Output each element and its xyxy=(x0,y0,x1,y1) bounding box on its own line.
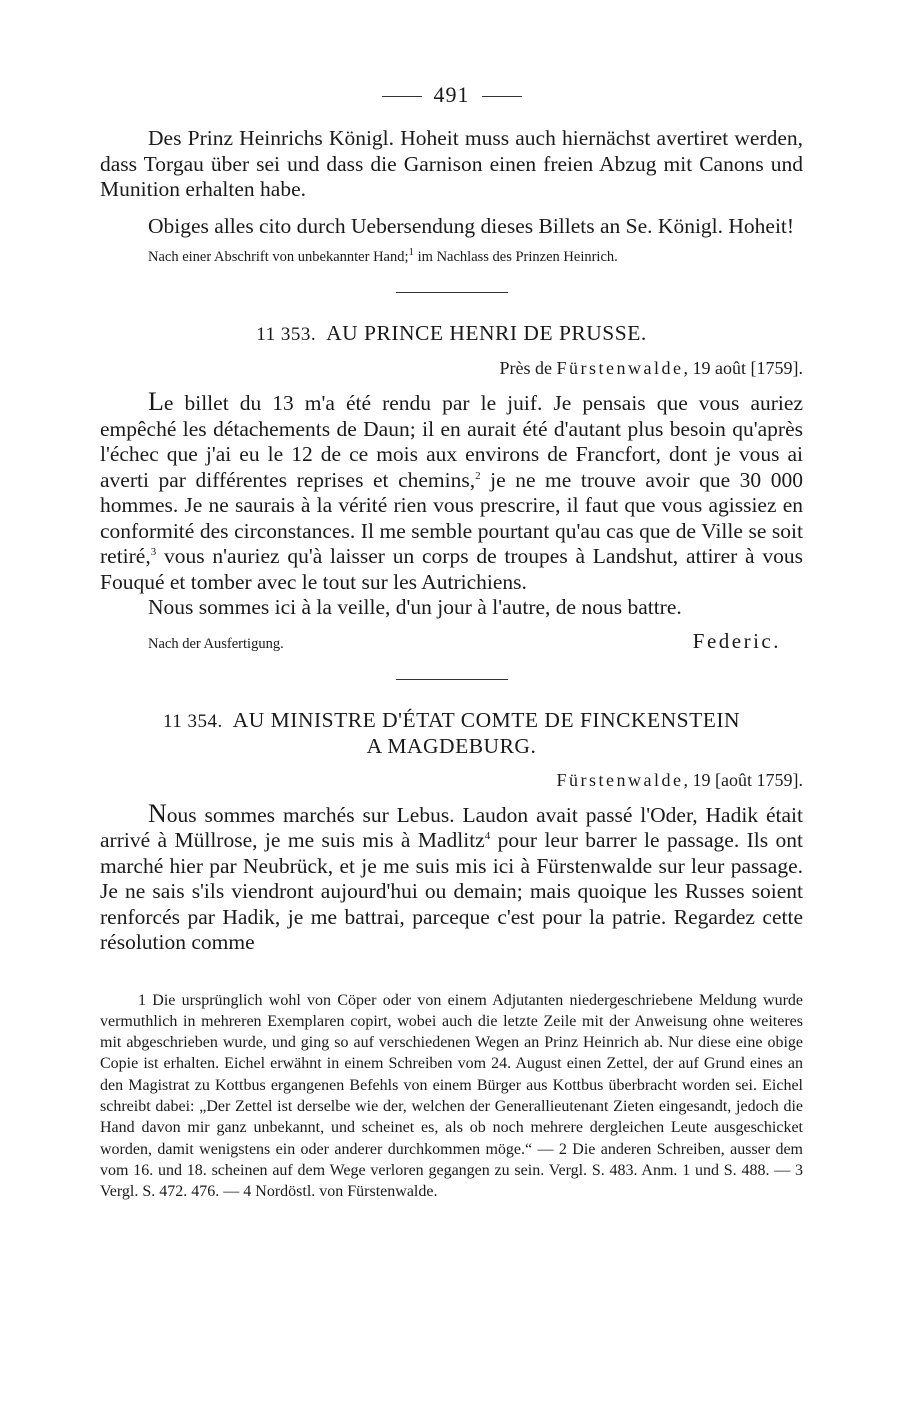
letter-number: 11 353. xyxy=(256,324,317,345)
letter-heading-11353 xyxy=(100,321,803,347)
letter-title-line-2: A MAGDEBURG. xyxy=(366,733,537,758)
page-number-rule-left xyxy=(382,96,422,97)
document-page xyxy=(100,82,803,1202)
source-note: Nach der Ausfertigung. xyxy=(148,635,284,652)
letter-11353-paragraph-2: Nous sommes ici à la veille, d'un jour à l'autre, de nous battre. xyxy=(148,595,682,619)
paragraph-obiges: Obiges alles cito durch Uebersendung dieses Billets an Se. Königl. Hoheit! xyxy=(148,213,795,238)
signature: Federic. xyxy=(692,628,781,653)
footnote-ref-2: 2 xyxy=(475,469,481,482)
paragraph-torgau: Des Prinz Heinrichs Königl. Hoheit muss auch hiernächst avertiret werden, dass Torgau über sei und dass die Garnison einen freien Abzug mit Canons und Munition erhalten habe. xyxy=(100,126,803,201)
letter-heading-11354 xyxy=(100,708,803,759)
letter-place-date-2: Fürstenwalde, 19 [août 1759]. xyxy=(556,769,803,790)
footnotes: 1 Die ursprünglich wohl von Cöper oder von einem Adjutanten niedergeschriebene Meldung wurde vermuthlich in mehreren Exemplaren copirt, wobei auch die letzte Zeile mit der Anweisung ohne weiteres mit abgeschrieben wurde, und ging so auf verschiedenen Wegen an Prinz Heinrich ab. Nur diese eine obige Copie ist erhalten. Eichel erwähnt in einem Schreiben vom 24. August einen Zettel, der auf Grund eines an den Magistrat zu Kottbus ergangenen Befehls von einem Bürger aus Kottbus überbracht worden sei. Eichel schreibt dabei: „Der Zettel ist derselbe wie der, welchen der Generallieutenant Zieten eingesandt, jedoch die Hand davon mir ganz unbekannt, und scheinet es, als ob noch mehrere dergleichen Leute ausgeschicket worden, damit wenigstens ein oder anderer durchkommen möge.“ — 2 Die anderen Schreiben, ausser dem vom 16. und 18. scheinen auf dem Wege verloren gegangen zu sein. Vergl. S. 483. Anm. 1 und S. 488. — 3 Vergl. S. 472. 476. — 4 Nordöstl. von Fürstenwalde. xyxy=(100,991,803,1201)
letter-signoff xyxy=(100,629,803,654)
source-note-1: Nach einer Abschrift von unbekannter Hand;$^1$ im Nachlass des Prinzen Heinrich. xyxy=(148,246,618,265)
footnote-ref-4: 4 xyxy=(484,829,491,842)
letter-11354-paragraph-1: Nous sommes marchés sur Lebus. Laudon avait passé l'Oder, Hadik était arrivé à Müllrose, je me suis mis à Madlitz$^4$ pour leur barrer le passage. Ils ont marché hier par Neubrück, et je me suis mis ici à Fürstenwalde sur leur passage. Je ne sais s'ils viendront aujourd'hui ou demain; mais quoique les Russes soient renforcés par Hadik, je me battrai, parceque c'est pour la patrie. Regardez cette résolution comme xyxy=(100,798,803,954)
section-divider xyxy=(396,292,508,293)
letter-place-date: Près de Fürstenwalde, 19 août [1759]. xyxy=(499,358,803,378)
page-number-rule-right xyxy=(482,96,522,97)
page-number: 491 xyxy=(100,82,803,108)
letter-number: 11 354. xyxy=(162,710,223,732)
footnote-ref-1: 1 xyxy=(408,246,415,259)
footnote-ref-3: 3 xyxy=(150,545,157,558)
letter-11353-paragraph-1: Le billet du 13 m'a été rendu par le juif. Je pensais que vous auriez empêché les détachements de Daun; il en aurait été d'autant plus besoin qu'après l'échec que j'ai eu le 12 de ce mois aux environs de Francfort, dont je vous ai averti par différentes reprises et chemins,$^2$ je ne me trouve avoir que 30 000 hommes. Je ne saurais à la vérité rien vous prescrire, il faut que vous agissiez en conformité des circonstances. Il me semble pourtant qu'au cas que de Ville se soit retiré,$^3$ vous n'auriez qu'à laisser un corps de troupes à Landshut, attirer à vous Fouqué et tomber avec le tout sur les Autrichiens. xyxy=(100,387,803,594)
section-divider-2 xyxy=(396,679,508,680)
letter-title: AU MINISTRE D'ÉTAT COMTE DE FINCKENSTEIN xyxy=(232,707,741,732)
letter-title: AU PRINCE HENRI DE PRUSSE. xyxy=(326,321,647,345)
